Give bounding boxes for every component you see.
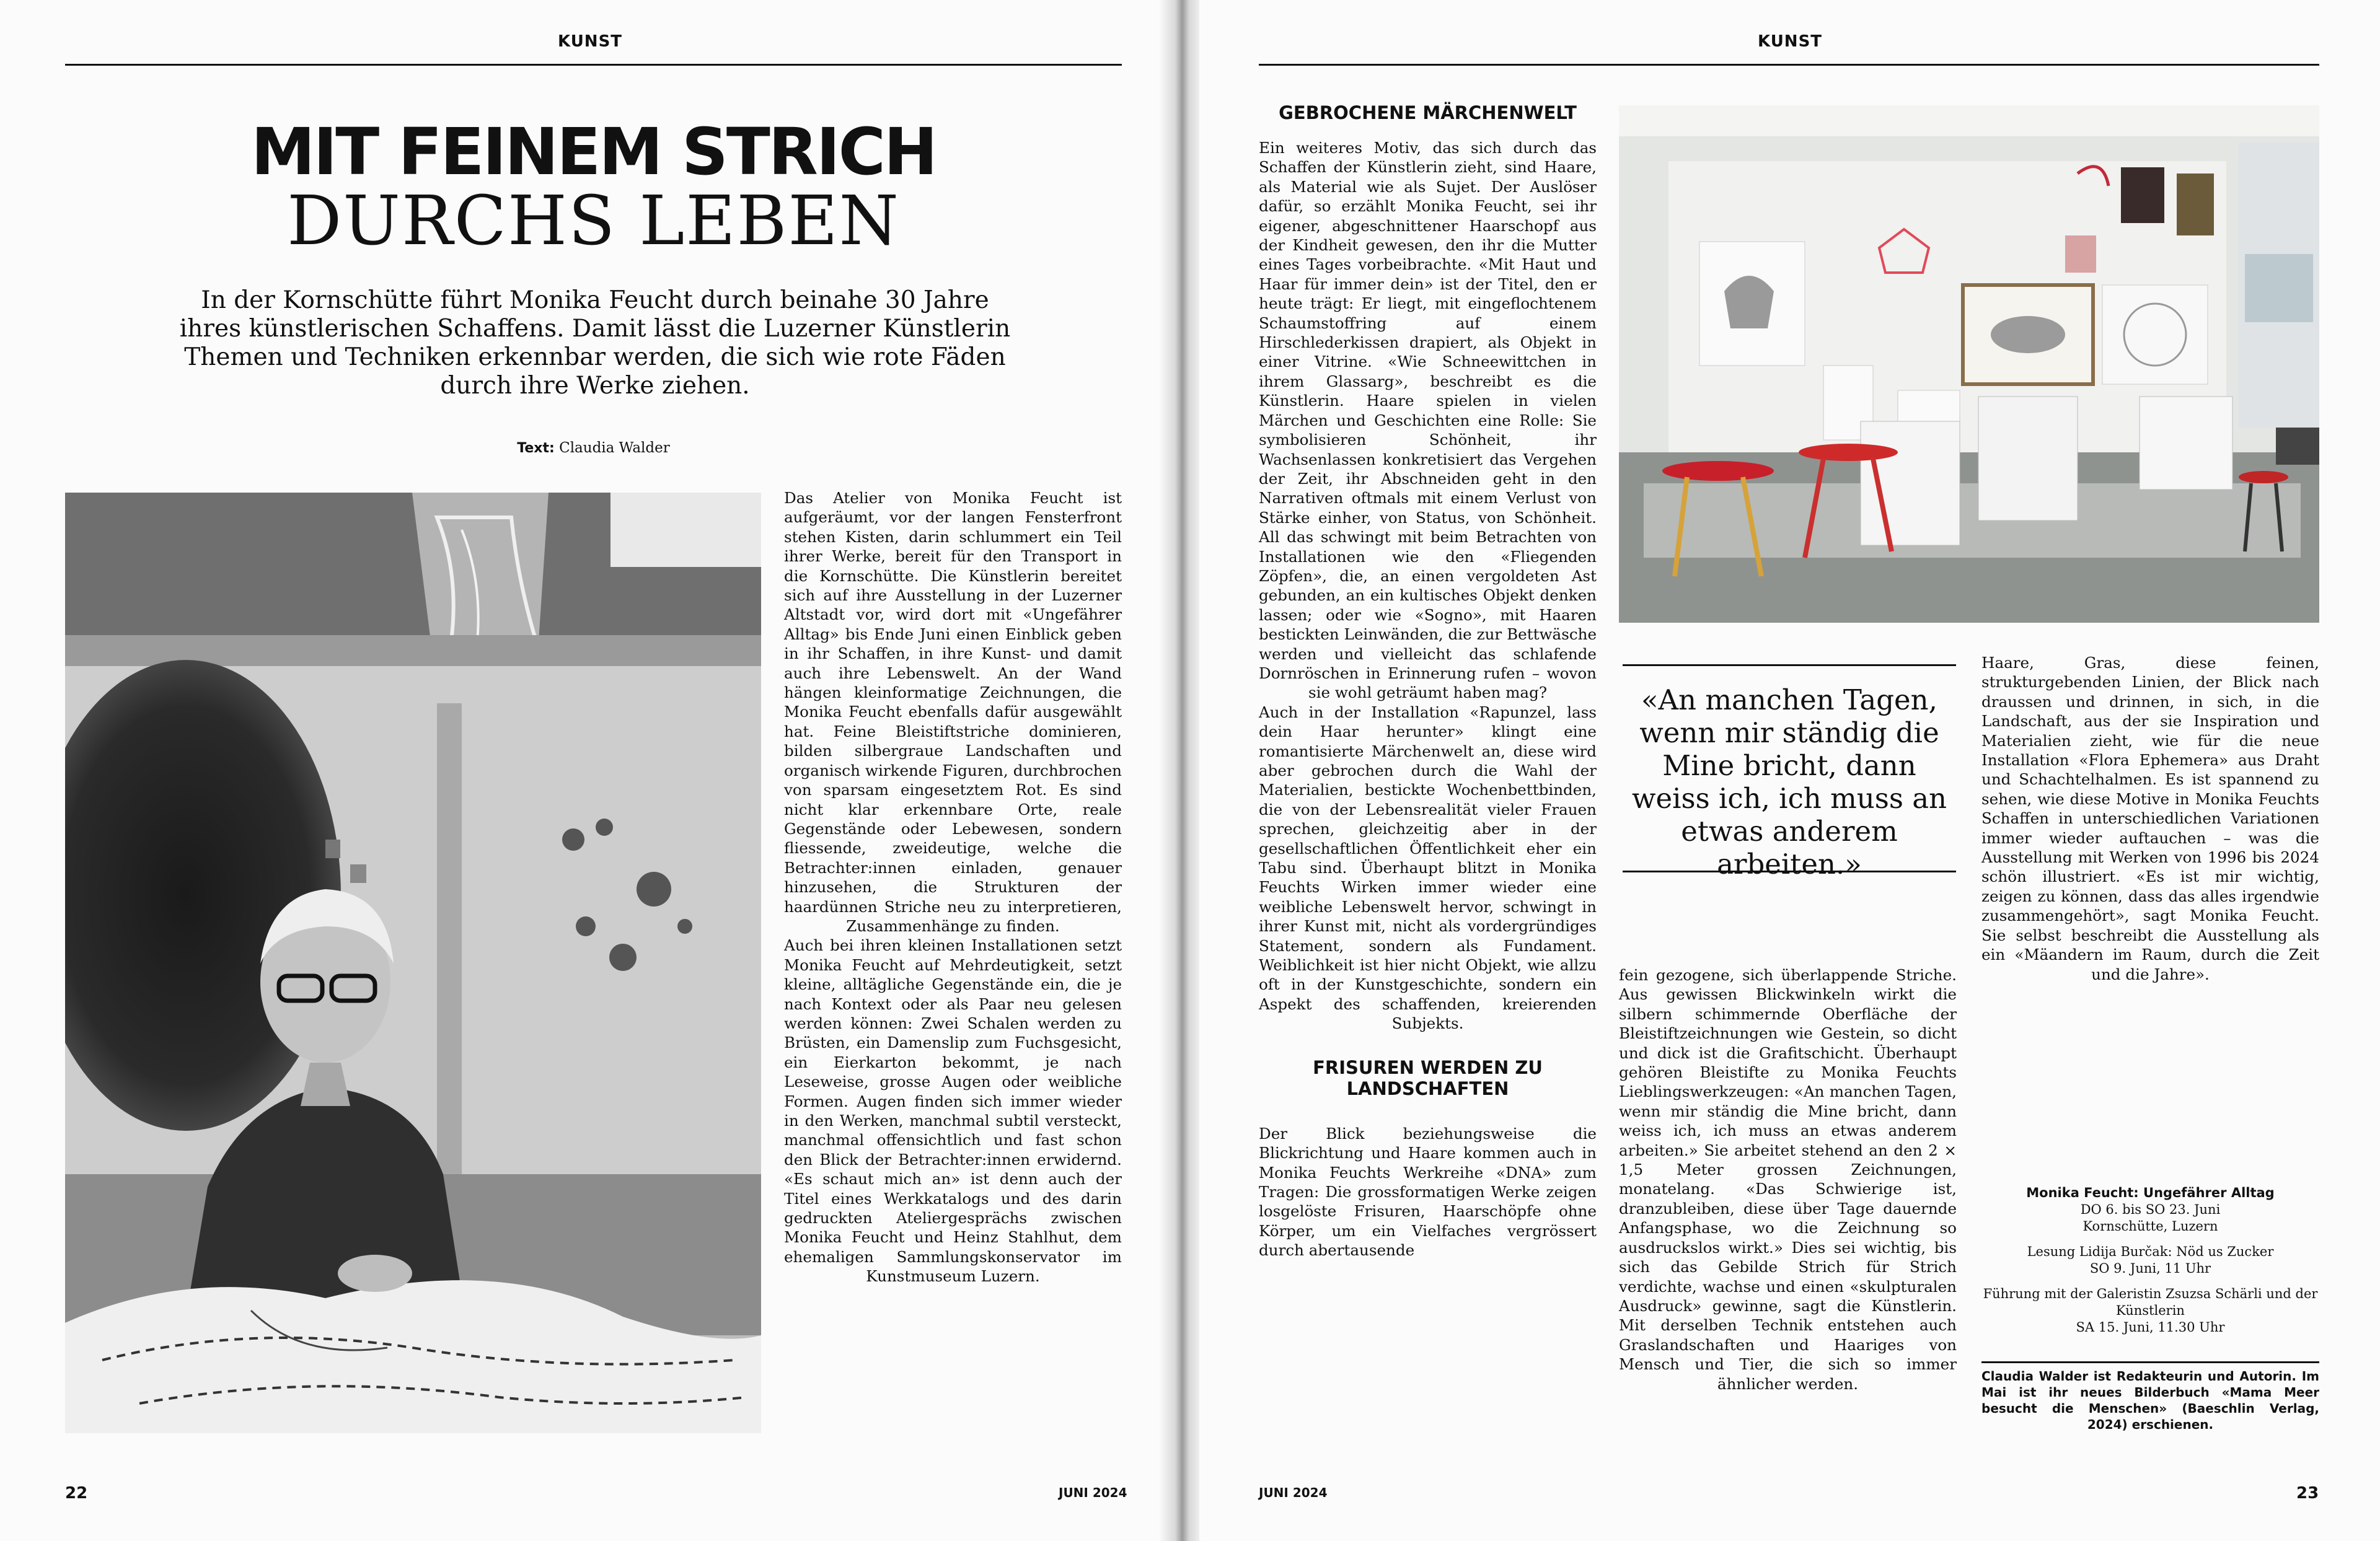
reading-title: Lesung Lidija Burčak: Nöd us Zucker [2027, 1244, 2274, 1259]
body-column-1 [1259, 102, 1597, 1260]
studio-image [1619, 105, 2319, 623]
headline-line-2: DURCHS LEBEN [287, 181, 900, 260]
artist-portrait-photo [65, 493, 761, 1433]
header-rule [1259, 64, 2319, 66]
body-column-3 [1981, 653, 2319, 984]
lead-paragraph: In der Kornschütte führt Monika Feucht durch beinahe 30 Jahre ihres künstlerischen Schaffens. Damit lässt die Luzerner Künstlerin Themen und Techniken erkennbar werden, die sich wie rote Fäden durch ihre Werke ziehen. [179, 286, 1011, 400]
right-page [1199, 0, 2380, 1541]
page-gutter [1159, 0, 1205, 1541]
body-paragraph: Ein weiteres Motiv, das sich durch das Schaffen der Künstlerin zieht, sind Haare, als Material wie als Sujet. Der Auslöser dafür, so erzählt Monika Feucht, sei ihr eigener, abgeschnittener Haarschopf aus der Kindheit gewesen, den ihr die Mutter eines Tages vorbeibrachte. «Mit Haut und Haar für immer dein» ist der Titel, den er heute trägt: Er liegt, mit eingeflochtenem Schaumstoffring auf einem Hirschlederkissen drapiert, als Objekt in einer Vitrine. «Wie Schneewittchen in ihrem Glassarg», beschreibt es die Künstlerin. Haare spielen in vielen Märchen und Geschichten eine Rolle: Sie symbolisieren Schönheit, ihr Wachsenlassen konkretisiert das Vergehen der Zeit, ihr Abschneiden geht in den Narrativen oftmals mit einem Verlust von Stärke einher, von Status, von Schönheit. All das schwingt mit beim Betrachten von Installationen wie den «Fliegenden Zöpfen», die, an einen vergoldeten Ast gebunden, an ein kultisches Objekt denken lassen; oder wie «Sogno», mit Haaren bestickten Leinwänden, die zur Bettwäsche werden und vielleicht das schlafende Dornröschen in Erinnerung rufen – wovon sie wohl geträumt haben mag? [1259, 139, 1597, 702]
header-rule [65, 64, 1122, 66]
reading-date: SO 9. Juni, 11 Uhr [2089, 1261, 2211, 1276]
body-paragraph: Das Atelier von Monika Feucht ist aufgeräumt, vor der langen Fensterfront stehen Kisten, darin schlummert ein Teil ihrer Werke, bereit für den Transport in die Kornschütte. Die Künstlerin bereitet sich auf ihre Ausstellung in der Luzerner Altstadt vor, wird dort mit «Ungefährer Alltag» bis Ende Juni einen Einblick geben in ihr Schaffen, in ihre Kunst- und damit auch ihre Lebenswelt. An der Wand hängen kleinformatige Zeichnungen, die Monika Feucht ebenfalls dafür ausgewählt hat. Feine Bleistiftstriche dominieren, bilden silbergraue Landschaften und organisch wirkende Figuren, durchbrochen von sparsam eingesetztem Rot. Es sind nicht klar erkennbare Orte, reale Gegenstände oder Lebewesen, sondern fliessende, zweideutige, welche die Betrachter:innen einladen, genauer hinzusehen, die Strukturen der haardünnen Striche neu zu interpretieren, Zusammenhänge zu finden. [784, 489, 1122, 935]
headline-line-1: MIT FEINEM STRICH [251, 114, 936, 190]
exhibition-title: Monika Feucht: Ungefährer Alltag [2026, 1185, 2275, 1200]
body-paragraph: Auch bei ihren kleinen Installationen setzt Monika Feucht auf Mehrdeutigkeit, setzt kleine, alltägliche Gegenstände ein, die je nach Kontext oder als Paar neu gelesen werden können: Zwei Schalen werden zu Brüsten, ein Damenslip zum Fuchsgesicht, ein Eierkarton bekommt, je nach Leseweise, grosse Augen oder weibliche Formen. Augen finden sich immer wieder in den Werken, manchmal subtil versteckt, manchmal offensichtlich und fast schon den Blick der Betrachter:innen erwidernd. «Es schaut mich an» ist denn auch der Titel eines Werkkatalogs und des darin gedruckten Ateliergesprächs zwischen Monika Feucht und Heinz Stahlhut, dem ehemaligen Sammlungskonservator im Kunstmuseum Luzern. [784, 936, 1122, 1286]
artist-portrait-image [65, 493, 761, 1433]
section-label: KUNST [1758, 32, 1823, 51]
page-number: 23 [2296, 1484, 2319, 1503]
tour-date: SA 15. Juni, 11.30 Uhr [2076, 1320, 2225, 1335]
section-label: KUNST [558, 32, 623, 51]
body-paragraph: Der Blick beziehungsweise die Blickrichtung und Haare kommen auch in Monika Feuchts Werkreihe «DNA» zum Tragen: Die grossformatigen Werke zeigen losgelöste Frisuren, Haarschöpfe ohne Körper, um ein Vielfaches vergrössert durch abertausende [1259, 1124, 1597, 1260]
event-info [1981, 1185, 2319, 1336]
page-number: 22 [65, 1484, 88, 1503]
body-paragraph: Haare, Gras, diese feinen, strukturgebenden Linien, der Blick nach draussen und drinnen, in sich, in die Landschaft, aus der sie Inspiration und Materialien zieht, wie für die neue Installation «Flora Ephemera» aus Draht und Schachtelhalmen. Es ist spannend zu sehen, wie diese Motive in Monika Feuchts Schaffen in unterschiedlichen Variationen immer wieder auftauchen – was die Ausstellung mit Werken von 1996 bis 2024 schön illustriert. «Es ist mir wichtig, zeigen zu können, dass das alles irgendwie zusammengehört», sagt Monika Feucht. Sie selbst beschreibt die Ausstellung als ein «Mäandern im Raum, durch die Zeit und die Jahre». [1981, 654, 2319, 983]
body-column-2 [1619, 965, 1957, 1394]
byline-label: Text: [517, 441, 555, 456]
issue-date: JUNI 2024 [1059, 1485, 1127, 1500]
byline-name: Claudia Walder [559, 440, 670, 456]
author-bio: Claudia Walder ist Redakteurin und Autorin. Im Mai ist ihr neues Bilderbuch «Mama Meer besucht die Menschen» (Baeschlin Verlag, 2024) erschienen. [1981, 1361, 2319, 1433]
left-page [0, 0, 1165, 1541]
issue-date: JUNI 2024 [1259, 1485, 1328, 1500]
subhead-2: FRISUREN WERDEN ZU LANDSCHAFTEN [1313, 1056, 1543, 1099]
exhibition-dates: DO 6. bis SO 23. Juni [2080, 1202, 2221, 1217]
body-column [784, 488, 1122, 1286]
studio-photo [1619, 105, 2319, 623]
body-paragraph: Auch in der Installation «Rapunzel, lass dein Haar herunter» klingt eine romantisierte Märchenwelt an, diese wird aber gebrochen durch die Wahl der Materialien, bestickte Wochenbettbinden, die von der Lebensrealität vieler Frauen sprechen, gleichzeitig aber in der gesellschaftlichen Öffentlichkeit eher ein Tabu sind. Überhaupt blitzt in Monika Feuchts Wirken immer wieder eine weibliche Lebenswelt hervor, schwingt in ihrer Kunst mit, nicht als vordergründiges Statement, sondern als Fundament. Weiblichkeit ist hier nicht Objekt, wie allzu oft in der Kunstgeschichte, sondern ein Aspekt des schaffenden, kreierenden Subjekts. [1259, 703, 1597, 1033]
subhead-1: GEBROCHENE MÄRCHENWELT [1279, 102, 1577, 123]
pull-quote [1623, 664, 1956, 880]
tour-title: Führung mit der Galeristin Zsuzsa Schärli und der Künstlerin [1983, 1286, 2318, 1318]
byline [65, 440, 1122, 456]
exhibition-venue: Kornschütte, Luzern [2082, 1219, 2218, 1234]
pull-quote-text: «An manchen Tagen, wenn mir ständig die Mine bricht, dann weiss ich, ich muss an etwas anderem arbeiten.» [1631, 683, 1947, 880]
body-paragraph: fein gezogene, sich überlappende Striche. Aus gewissen Blickwinkeln wirkt die silbern schimmernde Oberfläche der Bleistiftzeichnungen wie Gestein, so dicht und dick ist die Grafitschicht. Überhaupt gehören Bleistifte zu Monika Feuchts Lieblingswerkzeugen: «An manchen Tagen, wenn mir ständig die Mine bricht, dann weiss ich, ich muss an etwas anderem arbeiten.» Sie arbeitet stehend an den 2 × 1,5 Meter grossen Zeichnungen, monatelang. «Das Schwierige ist, dranzubleiben, diese über Tage dauernde Anfangsphase, wo die Zeichnung so ausdruckslos wirkt.» Dies sei wichtig, bis sich das Gebilde Strich für Strich verdichte, wachse und einen «skulpturalen Ausdruck» gewinne, sagt die Künstlerin. Mit derselben Technik entstehen auch Graslandschaften und Haariges von Mensch und Tier, die sich so immer ähnlicher werden. [1619, 966, 1957, 1393]
